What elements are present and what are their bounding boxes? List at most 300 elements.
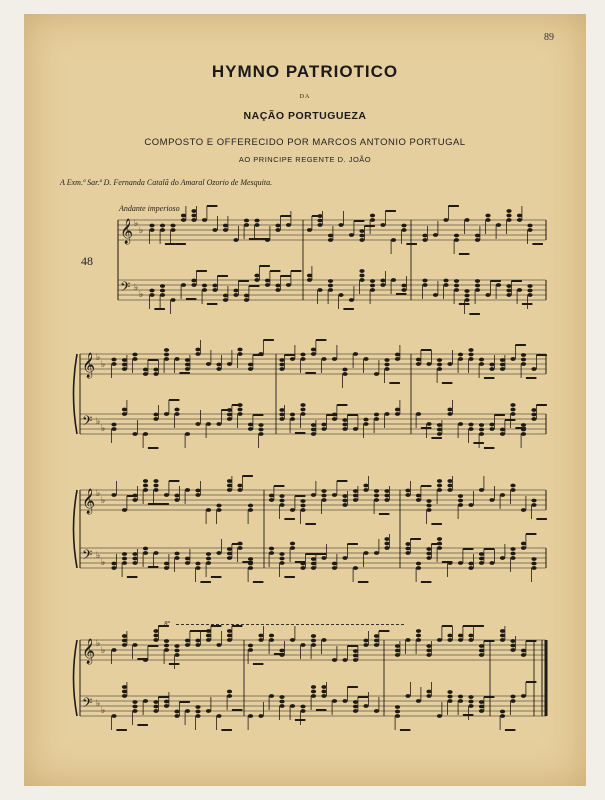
note-head xyxy=(405,493,410,497)
note-head xyxy=(416,566,421,570)
note-head xyxy=(244,298,249,302)
note-head xyxy=(311,694,316,698)
note-head xyxy=(342,423,347,427)
note-head xyxy=(311,557,316,561)
note-head xyxy=(227,634,232,638)
note-head xyxy=(122,639,127,643)
ottava-dashed-line xyxy=(176,624,404,625)
note-head xyxy=(122,690,127,694)
note-head xyxy=(237,408,242,412)
note-head xyxy=(500,634,505,638)
note-head xyxy=(384,358,389,362)
note-head xyxy=(510,408,515,412)
note-head xyxy=(311,562,316,566)
tempo-marking: Andante imperioso xyxy=(119,204,180,213)
note-head xyxy=(531,367,536,371)
note-head xyxy=(164,493,169,497)
note-head xyxy=(300,499,305,503)
note-head xyxy=(164,648,169,652)
note-head xyxy=(317,214,322,218)
note-head xyxy=(416,634,421,638)
note-head xyxy=(153,413,158,417)
note-head xyxy=(143,368,148,372)
note-head xyxy=(122,367,127,371)
note-head xyxy=(195,489,200,493)
note-head xyxy=(496,283,501,287)
note-head xyxy=(342,499,347,503)
note-head xyxy=(149,293,154,297)
note-head xyxy=(437,479,442,483)
note-head xyxy=(195,422,200,426)
note-head xyxy=(332,562,337,566)
note-head xyxy=(174,556,179,560)
note-head xyxy=(160,228,165,232)
note-head xyxy=(531,417,536,421)
note-head xyxy=(510,357,515,361)
note-head xyxy=(290,508,295,512)
note-head xyxy=(212,284,217,288)
note-head xyxy=(510,695,515,699)
note-head xyxy=(279,358,284,362)
note-head xyxy=(149,228,154,232)
note-head xyxy=(311,348,316,352)
note-head xyxy=(447,479,452,483)
note-head xyxy=(212,228,217,232)
note-head xyxy=(195,710,200,714)
note-head xyxy=(206,422,211,426)
note-head xyxy=(458,695,463,699)
note-head xyxy=(374,551,379,555)
note-head xyxy=(216,422,221,426)
note-head xyxy=(426,508,431,512)
note-head xyxy=(391,278,396,282)
note-head xyxy=(527,228,532,232)
note-head xyxy=(510,639,515,643)
note-head xyxy=(111,427,116,431)
note-head xyxy=(216,551,221,555)
note-head xyxy=(338,223,343,227)
note-head xyxy=(458,634,463,638)
note-head xyxy=(468,503,473,507)
flat-icon: ♭ xyxy=(101,496,106,506)
note-head xyxy=(206,629,211,633)
note-head xyxy=(132,353,137,357)
note-head xyxy=(248,508,253,512)
note-head xyxy=(458,353,463,357)
note-head xyxy=(300,357,305,361)
note-head xyxy=(374,498,379,502)
note-head xyxy=(437,358,442,362)
note-head xyxy=(227,552,232,556)
note-head xyxy=(132,552,137,556)
note-head xyxy=(233,289,238,293)
note-head xyxy=(500,556,505,560)
note-head xyxy=(468,353,473,357)
note-head xyxy=(401,224,406,228)
note-head xyxy=(269,634,274,638)
note-head xyxy=(185,488,190,492)
note-head xyxy=(279,408,284,412)
note-head xyxy=(437,363,442,367)
note-head xyxy=(437,714,442,718)
flat-icon: ♭ xyxy=(139,226,144,236)
note-head xyxy=(332,417,337,421)
note-head xyxy=(300,403,305,407)
system-brace xyxy=(74,640,78,716)
note-head xyxy=(395,408,400,412)
note-head xyxy=(279,700,284,704)
note-head xyxy=(153,479,158,483)
note-head xyxy=(227,638,232,642)
note-head xyxy=(244,219,249,223)
note-head xyxy=(342,368,347,372)
note-head xyxy=(479,649,484,653)
note-head xyxy=(416,412,421,416)
note-head xyxy=(233,293,238,297)
note-head xyxy=(353,566,358,570)
note-head xyxy=(223,224,228,228)
note-head xyxy=(468,695,473,699)
subtitle-nation: NAÇÃO PORTUGUEZA xyxy=(243,110,367,122)
note-head xyxy=(195,705,200,709)
note-head xyxy=(185,643,190,647)
note-head xyxy=(275,288,280,292)
note-head xyxy=(328,284,333,288)
note-head xyxy=(391,238,396,242)
note-head xyxy=(447,695,452,699)
note-head xyxy=(374,413,379,417)
note-head xyxy=(531,503,536,507)
note-head xyxy=(464,289,469,293)
note-head xyxy=(206,561,211,565)
note-head xyxy=(300,562,305,566)
note-head xyxy=(416,638,421,642)
note-head xyxy=(454,238,459,242)
note-head xyxy=(191,283,196,287)
note-head xyxy=(237,352,242,356)
note-head xyxy=(426,504,431,508)
note-head xyxy=(437,428,442,432)
note-head xyxy=(531,557,536,561)
note-head xyxy=(279,704,284,708)
note-head xyxy=(132,709,137,713)
note-head xyxy=(111,423,116,427)
note-head xyxy=(195,714,200,718)
note-head xyxy=(510,403,515,407)
note-head xyxy=(359,274,364,278)
note-head xyxy=(500,638,505,642)
note-head xyxy=(342,494,347,498)
note-head xyxy=(380,279,385,283)
note-head xyxy=(275,228,280,232)
note-head xyxy=(531,562,536,566)
note-head xyxy=(216,508,221,512)
note-head xyxy=(122,643,127,647)
note-head xyxy=(153,705,158,709)
note-head xyxy=(122,408,127,412)
title-connector: DA xyxy=(299,94,311,100)
note-head xyxy=(359,269,364,273)
note-head xyxy=(443,218,448,222)
note-head xyxy=(237,546,242,550)
note-head xyxy=(279,653,284,657)
flat-icon: ♭ xyxy=(101,424,106,434)
note-head xyxy=(174,710,179,714)
note-head xyxy=(269,638,274,642)
note-head xyxy=(223,228,228,232)
note-head xyxy=(286,223,291,227)
note-head xyxy=(458,494,463,498)
note-head xyxy=(353,700,358,704)
note-head xyxy=(279,557,284,561)
note-head xyxy=(258,638,263,642)
note-head xyxy=(353,489,358,493)
note-head xyxy=(202,284,207,288)
note-head xyxy=(143,484,148,488)
note-head xyxy=(374,643,379,647)
note-head xyxy=(149,224,154,228)
note-head xyxy=(527,293,532,297)
note-head xyxy=(248,363,253,367)
note-head xyxy=(328,238,333,242)
note-head xyxy=(458,699,463,703)
note-head xyxy=(349,233,354,237)
note-head xyxy=(321,489,326,493)
note-head xyxy=(464,298,469,302)
note-head xyxy=(206,638,211,642)
note-head xyxy=(290,413,295,417)
note-head xyxy=(311,428,316,432)
note-head xyxy=(174,498,179,502)
note-head xyxy=(468,704,473,708)
note-head xyxy=(437,367,442,371)
note-head xyxy=(244,294,249,298)
note-head xyxy=(279,494,284,498)
note-head xyxy=(479,358,484,362)
note-head xyxy=(311,690,316,694)
note-head xyxy=(395,649,400,653)
note-head xyxy=(185,363,190,367)
note-head xyxy=(370,288,375,292)
note-head xyxy=(279,363,284,367)
note-head xyxy=(290,704,295,708)
note-head xyxy=(416,362,421,366)
note-head xyxy=(227,488,232,492)
flat-icon: ♭ xyxy=(96,551,101,561)
note-head xyxy=(286,283,291,287)
note-head xyxy=(122,552,127,556)
note-head xyxy=(279,417,284,421)
note-head xyxy=(153,700,158,704)
note-head xyxy=(153,484,158,488)
note-head xyxy=(279,552,284,556)
flat-icon: ♭ xyxy=(139,290,144,300)
note-head xyxy=(195,352,200,356)
note-head xyxy=(311,566,316,570)
note-head xyxy=(174,552,179,556)
note-head xyxy=(227,408,232,412)
note-head xyxy=(321,690,326,694)
note-head xyxy=(237,403,242,407)
note-head xyxy=(279,561,284,565)
note-head xyxy=(227,484,232,488)
note-head xyxy=(122,694,127,698)
note-head xyxy=(353,352,358,356)
page-number: 89 xyxy=(544,32,554,43)
note-head xyxy=(527,289,532,293)
note-head xyxy=(479,428,484,432)
note-head xyxy=(353,654,358,658)
note-head xyxy=(248,648,253,652)
note-head xyxy=(437,638,442,642)
note-head xyxy=(458,357,463,361)
note-head xyxy=(359,278,364,282)
note-head xyxy=(479,423,484,427)
note-head xyxy=(510,648,515,652)
note-head xyxy=(384,494,389,498)
note-head xyxy=(164,357,169,361)
note-head xyxy=(464,218,469,222)
note-head xyxy=(258,352,263,356)
note-head xyxy=(342,427,347,431)
note-head xyxy=(485,218,490,222)
bass-clef-icon: 𝄢 xyxy=(82,695,93,714)
note-head xyxy=(475,288,480,292)
note-head xyxy=(153,629,158,633)
note-head xyxy=(185,432,190,436)
note-head xyxy=(426,547,431,551)
note-head xyxy=(395,412,400,416)
note-head xyxy=(143,432,148,436)
note-head xyxy=(174,412,179,416)
note-head xyxy=(265,283,270,287)
note-head xyxy=(122,685,127,689)
note-head xyxy=(275,224,280,228)
note-head xyxy=(506,293,511,297)
note-head xyxy=(248,644,253,648)
note-head xyxy=(311,639,316,643)
note-head xyxy=(181,218,186,222)
flat-icon: ♭ xyxy=(96,353,101,363)
note-head xyxy=(185,561,190,565)
flat-icon: ♭ xyxy=(101,706,106,716)
note-head xyxy=(363,488,368,492)
dedication-line: A Exm.ª Sar.ª D. Fernanda Catalã do Amaral Ozorio de Mesquita. xyxy=(60,178,273,187)
note-head xyxy=(311,493,316,497)
note-head xyxy=(443,279,448,283)
note-head xyxy=(426,644,431,648)
note-head xyxy=(447,638,452,642)
note-head xyxy=(307,228,312,232)
note-head xyxy=(170,228,175,232)
note-head xyxy=(185,709,190,713)
note-head xyxy=(248,367,253,371)
note-head xyxy=(342,556,347,560)
note-head xyxy=(500,432,505,436)
note-head xyxy=(353,494,358,498)
note-head xyxy=(359,238,364,242)
note-head xyxy=(258,714,263,718)
note-head xyxy=(122,561,127,565)
note-head xyxy=(506,284,511,288)
note-head xyxy=(191,214,196,218)
note-head xyxy=(342,503,347,507)
note-head xyxy=(395,357,400,361)
note-head xyxy=(132,498,137,502)
note-head xyxy=(437,423,442,427)
note-head xyxy=(237,412,242,416)
treble-clef-icon: 𝄞 xyxy=(120,219,134,244)
note-head xyxy=(485,293,490,297)
note-head xyxy=(363,551,368,555)
note-head xyxy=(307,278,312,282)
note-head xyxy=(170,224,175,228)
note-head xyxy=(111,562,116,566)
note-head xyxy=(426,422,431,426)
note-head xyxy=(132,557,137,561)
note-head xyxy=(223,298,228,302)
note-head xyxy=(374,417,379,421)
note-head xyxy=(454,284,459,288)
note-head xyxy=(447,634,452,638)
note-head xyxy=(258,634,263,638)
note-head xyxy=(479,644,484,648)
note-head xyxy=(353,498,358,502)
note-head xyxy=(475,279,480,283)
note-head xyxy=(111,566,116,570)
note-head xyxy=(122,363,127,367)
note-head xyxy=(416,358,421,362)
note-head xyxy=(122,412,127,416)
note-head xyxy=(370,279,375,283)
note-head xyxy=(479,362,484,366)
note-head xyxy=(143,488,148,492)
note-head xyxy=(447,561,452,565)
note-head xyxy=(531,499,536,503)
note-head xyxy=(500,363,505,367)
note-head xyxy=(227,362,232,366)
note-head xyxy=(384,367,389,371)
note-head xyxy=(363,643,368,647)
note-head xyxy=(248,423,253,427)
page-title: HYMNO PATRIOTICO xyxy=(211,62,399,81)
note-head xyxy=(206,552,211,556)
note-head xyxy=(132,432,137,436)
note-head xyxy=(363,484,368,488)
note-head xyxy=(521,508,526,512)
note-head xyxy=(454,234,459,238)
note-head xyxy=(405,547,410,551)
note-head xyxy=(317,223,322,227)
note-head xyxy=(311,432,316,436)
note-head xyxy=(111,714,116,718)
note-head xyxy=(311,685,316,689)
note-head xyxy=(132,357,137,361)
note-head xyxy=(191,209,196,213)
note-head xyxy=(433,293,438,297)
note-head xyxy=(510,556,515,560)
note-head xyxy=(395,705,400,709)
note-head xyxy=(422,234,427,238)
note-head xyxy=(342,418,347,422)
note-head xyxy=(422,283,427,287)
note-head xyxy=(248,714,253,718)
note-head xyxy=(258,432,263,436)
note-head xyxy=(531,408,536,412)
note-head xyxy=(496,223,501,227)
note-head xyxy=(416,699,421,703)
note-head xyxy=(269,694,274,698)
